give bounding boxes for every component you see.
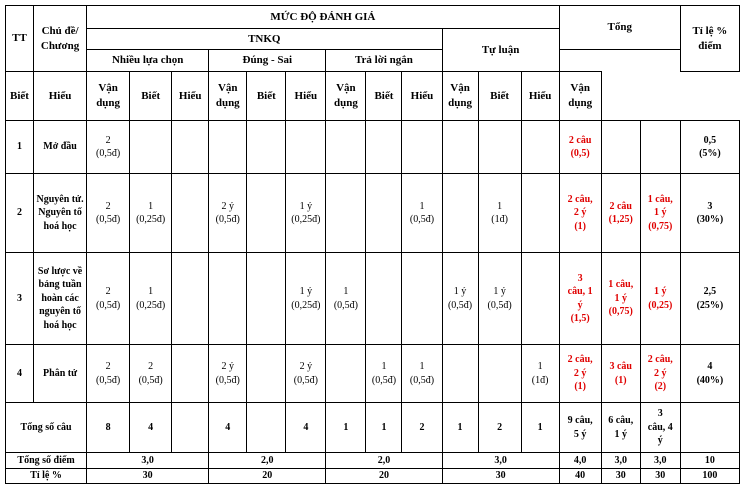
cell-line: 1: [148, 200, 154, 212]
cell-line: 2 câu,: [567, 354, 593, 366]
total-score-ratio-cell: 10: [680, 453, 739, 469]
cell-line: ý: [657, 435, 663, 447]
header-true-false: Đúng - Sai: [209, 50, 326, 72]
percent-row: [6, 469, 740, 484]
cell-line: (0,25đ): [291, 299, 321, 311]
level-header-biet: Biết: [130, 72, 172, 121]
score-cell: [209, 345, 247, 403]
cell-line: 3 câu: [609, 361, 632, 372]
percent-total-cell: 40: [559, 469, 601, 484]
cell-line: (0,5đ): [215, 374, 240, 386]
cell-line: 1 ý: [654, 207, 667, 219]
total-cell: [640, 121, 680, 174]
score-cell: [247, 174, 286, 253]
score-cell: [130, 121, 172, 174]
cell-line: (0,25): [648, 299, 673, 311]
cell-line: 1 ý: [614, 428, 627, 440]
cell-line: 2 câu,: [567, 193, 593, 205]
ratio-cell: [680, 121, 739, 174]
level-header-hieu: Hiểu: [34, 72, 87, 121]
level-header-van-dung: Vận dụng: [326, 72, 366, 121]
header-chapter: Chủ đề/ Chương: [34, 6, 87, 72]
cell-line: 2: [105, 134, 111, 146]
score-cell: [286, 121, 326, 174]
cell-line: (2): [654, 381, 667, 393]
score-cell: [326, 174, 366, 253]
total-cell: [601, 253, 640, 345]
level-header-biet: Biết: [247, 72, 286, 121]
question-count-cell: 2: [478, 403, 521, 453]
score-cell: [478, 253, 521, 345]
score-cell: [87, 121, 130, 174]
header-mcq: Nhiều lựa chọn: [87, 50, 209, 72]
score-cell: [521, 345, 559, 403]
score-cell: [130, 345, 172, 403]
cell-line: (1): [574, 381, 587, 393]
total-questions-row: [6, 403, 740, 453]
cell-line: (0,25đ): [291, 214, 321, 225]
assessment-matrix-table: [5, 5, 740, 484]
question-count-cell: [172, 403, 209, 453]
total-cell: [559, 174, 601, 253]
topic-name: Sơ lược về bảng tuần hoàn các nguyên tố hoá học: [34, 253, 87, 345]
level-header-row: [6, 72, 740, 121]
score-cell: [402, 121, 442, 174]
cell-line: 3: [577, 272, 583, 284]
total-score-group-cell: 2,0: [326, 453, 442, 469]
question-count-cell: [247, 403, 286, 453]
cell-line: (0,5đ): [138, 374, 163, 386]
percent-group-cell: 20: [209, 469, 326, 484]
score-cell: [402, 253, 442, 345]
percent-ratio-cell: 100: [680, 469, 739, 484]
total-score-total-cell: 3,0: [601, 453, 640, 469]
cell-line: 2: [105, 286, 111, 297]
cell-line: 2: [105, 361, 111, 372]
score-cell: [521, 174, 559, 253]
total-questions-label: Tổng số câu: [6, 403, 87, 453]
total-cell: [559, 253, 601, 345]
cell-line: (0,5đ): [409, 374, 435, 386]
total-score-group-cell: 3,0: [87, 453, 209, 469]
level-header-biet: Biết: [6, 72, 34, 121]
cell-line: (0,5đ): [96, 374, 121, 386]
cell-line: 2: [148, 361, 154, 372]
score-cell: [366, 253, 402, 345]
percent-group-cell: 20: [326, 469, 442, 484]
total-cell: [640, 174, 680, 253]
score-cell: [286, 253, 326, 345]
cell-line: (0,5đ): [409, 214, 435, 225]
total-score-total-cell: 3,0: [640, 453, 680, 469]
score-cell: [87, 345, 130, 403]
question-count-cell: 2: [402, 403, 442, 453]
percent-total-cell: 30: [601, 469, 640, 484]
cell-line: (40%): [696, 374, 724, 386]
percent-group-cell: 30: [442, 469, 559, 484]
score-cell: [172, 121, 209, 174]
cell-line: (0,5đ): [96, 214, 121, 225]
cell-line: 2 ý: [299, 361, 313, 372]
row-number: 3: [6, 253, 34, 345]
table-row: [6, 253, 740, 345]
question-count-cell: 1: [521, 403, 559, 453]
score-cell: [209, 174, 247, 253]
ratio-cell: [680, 174, 739, 253]
cell-line: 2 ý: [573, 207, 587, 219]
score-cell: [286, 174, 326, 253]
cell-line: 6 câu,: [608, 415, 634, 426]
cell-line: (0,5đ): [371, 374, 397, 386]
score-cell: [402, 345, 442, 403]
level-header-hieu: Hiểu: [402, 72, 442, 121]
question-count-cell: 1: [326, 403, 366, 453]
total-cell: [601, 174, 640, 253]
cell-line: (0,5đ): [447, 299, 473, 311]
total-cell: [601, 121, 640, 174]
score-cell: [130, 174, 172, 253]
cell-line: 5 ý: [573, 428, 587, 440]
question-total-cell: [601, 403, 640, 453]
cell-line: (0,5): [570, 148, 590, 159]
percent-label: Tỉ lệ %: [6, 469, 87, 484]
total-cell: [559, 121, 601, 174]
topic-name: Mở đầu: [34, 121, 87, 174]
cell-line: 3: [707, 200, 713, 212]
score-cell: [130, 253, 172, 345]
cell-line: (0,5đ): [333, 299, 358, 311]
cell-line: 1 ý: [299, 200, 313, 212]
cell-line: 2 ý: [654, 367, 667, 379]
score-cell: [326, 345, 366, 403]
header-tnkq: TNKQ: [87, 29, 442, 50]
percent-total-cell: 30: [640, 469, 680, 484]
total-score-row: [6, 453, 740, 469]
cell-line: 3: [657, 408, 663, 420]
cell-line: 1 ý: [493, 286, 506, 297]
cell-line: 9 câu,: [567, 415, 593, 426]
row-number: 1: [6, 121, 34, 174]
level-header-van-dung: Vận dụng: [209, 72, 247, 121]
score-cell: [442, 253, 478, 345]
table-row: [6, 121, 740, 174]
cell-line: 1: [419, 361, 425, 372]
row-number: 2: [6, 174, 34, 253]
level-header-biet: Biết: [366, 72, 402, 121]
score-cell: [402, 174, 442, 253]
cell-line: (0,25đ): [136, 299, 166, 311]
score-cell: [442, 121, 478, 174]
score-cell: [247, 253, 286, 345]
level-header-hieu: Hiểu: [286, 72, 326, 121]
question-count-cell: 1: [366, 403, 402, 453]
cell-line: 1: [148, 286, 154, 297]
score-cell: [521, 121, 559, 174]
cell-line: 1 ý: [299, 286, 313, 297]
cell-line: 2: [105, 200, 111, 212]
total-score-label: Tổng số điểm: [6, 453, 87, 469]
header-essay: Tự luận: [442, 29, 559, 72]
score-cell: [442, 174, 478, 253]
total-cell: [559, 345, 601, 403]
cell-line: 2 câu: [568, 134, 592, 146]
topic-name: Phân tử: [34, 345, 87, 403]
total-cell: [640, 253, 680, 345]
cell-line: 2 ý: [221, 200, 234, 212]
header-tt: TT: [6, 6, 34, 72]
cell-line: (0,5đ): [487, 299, 512, 311]
cell-line: câu, 4: [647, 421, 673, 433]
cell-line: 2 câu,: [647, 354, 673, 366]
score-cell: [247, 121, 286, 174]
cell-line: 1: [419, 200, 425, 212]
ratio-cell: [680, 345, 739, 403]
score-cell: [87, 174, 130, 253]
cell-line: 1 câu,: [608, 279, 634, 291]
question-count-cell: 4: [209, 403, 247, 453]
question-total-cell: [559, 403, 601, 453]
level-header-hieu: Hiểu: [172, 72, 209, 121]
table-row: [6, 174, 740, 253]
total-cell: [640, 345, 680, 403]
header-evaluation: MỨC ĐỘ ĐÁNH GIÁ: [87, 6, 560, 29]
ratio-cell: [680, 253, 739, 345]
topic-name: Nguyên tử. Nguyên tố hoá học: [34, 174, 87, 253]
row-number: 4: [6, 345, 34, 403]
cell-line: (1,5): [570, 313, 590, 324]
question-count-cell: 4: [286, 403, 326, 453]
cell-line: ý: [577, 299, 583, 311]
question-total-cell: [640, 403, 680, 453]
score-cell: [521, 253, 559, 345]
score-cell: [478, 121, 521, 174]
level-header-van-dung: Vận dụng: [87, 72, 130, 121]
cell-line: 1 ý: [614, 292, 627, 304]
cell-line: (1đ): [491, 214, 508, 225]
score-cell: [326, 121, 366, 174]
cell-line: 1: [497, 200, 503, 212]
score-cell: [366, 121, 402, 174]
cell-line: 1 ý: [654, 286, 667, 297]
cell-line: (5%): [699, 148, 721, 159]
score-cell: [209, 121, 247, 174]
score-cell: [172, 345, 209, 403]
cell-line: 2 ý: [573, 367, 587, 379]
cell-line: (0,75): [648, 220, 673, 232]
total-cell: [601, 345, 640, 403]
score-cell: [172, 174, 209, 253]
cell-line: 2 ý: [221, 361, 234, 372]
cell-line: (1): [574, 220, 587, 232]
score-cell: [286, 345, 326, 403]
total-score-total-cell: 4,0: [559, 453, 601, 469]
cell-line: (0,5đ): [96, 148, 121, 159]
cell-line: (0,25đ): [136, 214, 166, 225]
cell-line: (1,25): [608, 214, 633, 225]
score-cell: [172, 253, 209, 345]
score-cell: [247, 345, 286, 403]
percent-group-cell: 30: [87, 469, 209, 484]
level-header-van-dung: Vận dụng: [442, 72, 478, 121]
cell-line: 1: [537, 361, 543, 372]
total-score-group-cell: 2,0: [209, 453, 326, 469]
score-cell: [366, 174, 402, 253]
score-cell: [442, 345, 478, 403]
score-cell: [326, 253, 366, 345]
table-row: [6, 345, 740, 403]
cell-line: (30%): [696, 214, 724, 225]
question-count-cell: 8: [87, 403, 130, 453]
cell-line: câu, 1: [567, 286, 593, 297]
score-cell: [209, 253, 247, 345]
header-short-answer: Trả lời ngắn: [326, 50, 442, 72]
cell-line: (1đ): [531, 374, 549, 386]
score-cell: [478, 345, 521, 403]
question-count-cell: 1: [442, 403, 478, 453]
total-score-group-cell: 3,0: [442, 453, 559, 469]
score-cell: [478, 174, 521, 253]
cell-line: 4: [707, 361, 713, 372]
cell-line: (0,75): [608, 306, 633, 318]
cell-line: 1 câu,: [647, 193, 673, 205]
cell-line: 2 câu: [609, 200, 632, 212]
question-ratio-cell: [680, 403, 739, 453]
score-cell: [87, 253, 130, 345]
question-count-cell: 4: [130, 403, 172, 453]
level-header-van-dung: Vận dụng: [559, 72, 601, 121]
cell-line: (25%): [696, 299, 724, 311]
cell-line: 0,5: [703, 134, 717, 146]
cell-line: 1: [381, 361, 387, 372]
cell-line: (0,5đ): [215, 214, 240, 225]
level-header-hieu: Hiểu: [521, 72, 559, 121]
cell-line: 1: [343, 286, 349, 297]
cell-line: 1 ý: [453, 286, 467, 297]
level-header-biet: Biết: [478, 72, 521, 121]
cell-line: (0,5đ): [96, 299, 121, 311]
cell-line: (1): [614, 374, 627, 386]
header-total: Tổng: [559, 6, 680, 50]
header-percent-score: Tỉ lệ % điểm: [680, 6, 739, 72]
cell-line: (0,5đ): [293, 374, 318, 386]
cell-line: 2,5: [703, 286, 717, 297]
score-cell: [366, 345, 402, 403]
